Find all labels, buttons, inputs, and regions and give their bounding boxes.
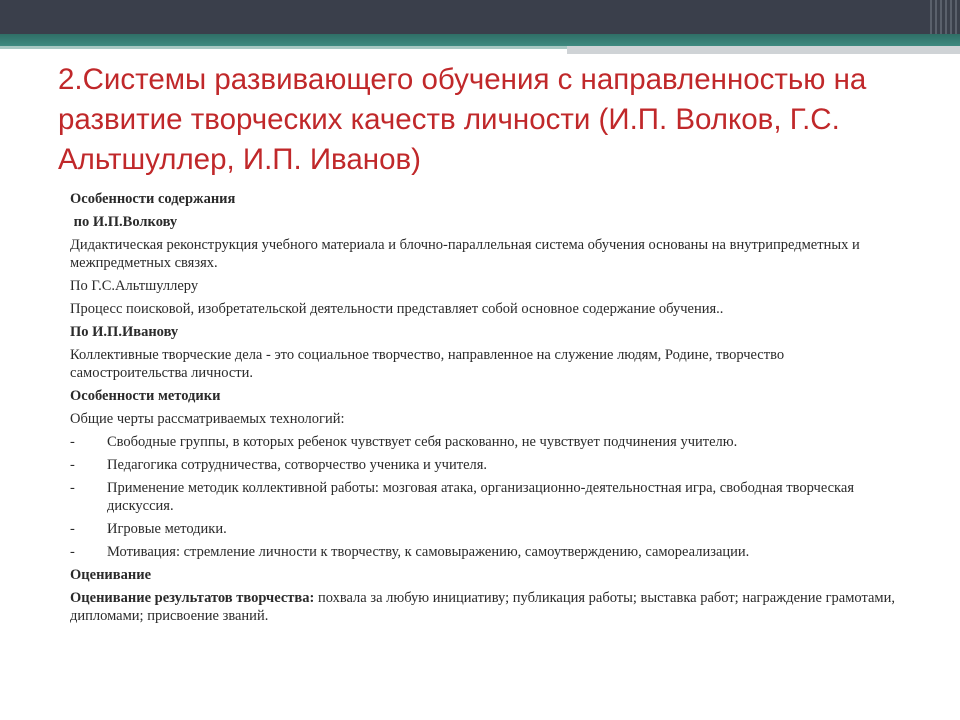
list-dash: - (70, 434, 75, 450)
text-altshuller: Процесс поисковой, изобретательской деятельности представляет собой основное содержание обучения.. (70, 301, 724, 317)
list-item-text: Применение методик коллективной работы: мозговая атака, организационно-деятельностная игра, свободная творческая дискуссия. (107, 480, 854, 514)
slide-body (70, 190, 900, 625)
list-item (70, 479, 900, 515)
label-volkov: по И.П.Волкову (70, 214, 178, 230)
label-altshuller: По Г.С.Альтшуллеру (70, 278, 199, 294)
list-item (70, 520, 900, 538)
list-item-text: Педагогика сотрудничества, сотворчество ученика и учителя. (107, 457, 488, 473)
evaluation-paragraph (70, 589, 900, 625)
list-dash: - (70, 480, 75, 496)
method-intro: Общие черты рассматриваемых технологий: (70, 411, 345, 427)
list-dash: - (70, 457, 75, 473)
list-item-text: Игровые методики. (107, 521, 227, 537)
list-item-text: Свободные группы, в которых ребенок чувствует себя раскованно, не чувствует подчинения учителю. (107, 434, 738, 450)
evaluation-label: Оценивание результатов творчества: (70, 590, 315, 606)
teal-accent-line (0, 34, 960, 46)
list-dash: - (70, 544, 75, 560)
slide-title: 2.Системы развивающего обучения с направленностью на развитие творческих качеств личности (И.П. Волков, Г.С. Альтшуллер, И.П. Иванов) (58, 63, 867, 176)
top-stripes-decoration (930, 0, 960, 34)
list-dash: - (70, 521, 75, 537)
label-ivanov: По И.П.Иванову (70, 324, 179, 340)
teal-accent-highlight (0, 46, 567, 49)
heading-evaluation: Оценивание (70, 567, 152, 583)
grey-accent-line (567, 46, 960, 54)
list-item (70, 433, 900, 451)
list-item-text: Мотивация: стремление личности к творчеству, к самовыражению, самоутверждению, самореализации. (107, 544, 750, 560)
heading-method-features: Особенности методики (70, 388, 221, 404)
heading-content-features: Особенности содержания (70, 191, 236, 207)
list-item (70, 543, 900, 561)
top-decorative-band (0, 0, 960, 34)
text-ivanov: Коллективные творческие дела - это социальное творчество, направленное на служение людям, Родине, творчество самостроительства личности. (70, 347, 785, 381)
list-item (70, 456, 900, 474)
text-volkov: Дидактическая реконструкция учебного материала и блочно-параллельная система обучения основаны на внутрипредметных и межпредметных связях. (70, 237, 860, 271)
evaluation-text: похвала за любую инициативу; публикация работы; выставка работ; награждение грамотами, дипломами; присвоение званий. (70, 590, 895, 624)
